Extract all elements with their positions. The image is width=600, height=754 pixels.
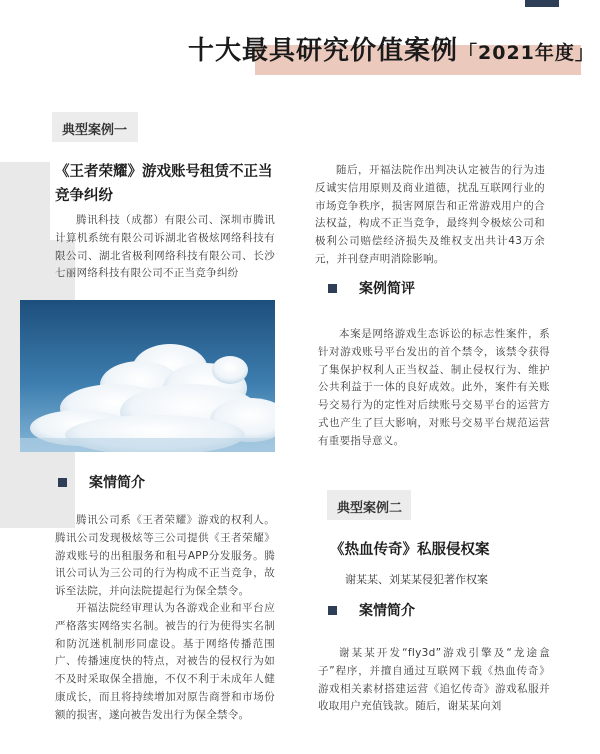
- page-title-text: 十大最具研究价值案例: [188, 36, 459, 66]
- section-bullet-icon: [328, 284, 337, 293]
- case-one-summary-p2: 开福法院经审理认为各游戏企业和平台应严格落实网络实名制。被告的行为使得实名制和防沉迷机制形同虚设。基于网络传播范围广、传播速度快的特点，对被告的侵权行为如不及时采取保全措施，不仅不利于未成年人健康成长，而且将持续增加对原告商誉和市场份额的损害，遂向被告发出行为保全禁令。: [55, 602, 275, 721]
- case-two-summary: 谢某某开发“fly3d”游戏引擎及“龙途盒子”程序，并擅自通过互联网下载《热血传奇》游戏相关素材搭建运营《追忆传奇》游戏私服并收取用户充值钱款。随后，谢某某向刘: [318, 647, 550, 713]
- case-one-title: 《王者荣耀》游戏账号租赁不正当竞争纠纷: [55, 164, 273, 204]
- case-two-label: 典型案例二: [327, 490, 411, 520]
- section-heading-text: 案情简介: [359, 603, 415, 619]
- case-one-parties: 腾讯科技（成都）有限公司、深圳市腾讯计算机系统有限公司诉湖北省极炫网络科技有限公司、湖北省极利网络科技有限公司、长沙七丽网络科技有限公司不正当竞争纠纷: [55, 214, 275, 280]
- case-two-parties: 谢某某、刘某某侵犯著作权案: [345, 573, 488, 586]
- page-title-year: 「2021年度」: [458, 42, 595, 64]
- section-bullet-icon: [328, 606, 337, 615]
- case-two-summary-heading: [328, 600, 415, 620]
- case-one-review-heading: [328, 278, 415, 298]
- case-one-review: 本案是网络游戏生态诉讼的标志性案件，系针对游戏账号平台发出的首个禁令，该禁令获得了集保护权利人正当权益、制止侵权行为、维护公共利益于一体的良好成效。此外，案件有关账号交易行为的定性对后续账号交易平台的运营方式也产生了巨大影响，对账号交易平台规范运营有重要指导意义。: [318, 328, 550, 447]
- section-heading-text: 案例简评: [359, 281, 415, 297]
- case-one-label: 典型案例一: [52, 112, 138, 142]
- cloud-sky-image: [20, 300, 275, 452]
- top-accent-bar: [525, 0, 559, 7]
- case-two-title: 《热血传奇》私服侵权案: [330, 542, 490, 558]
- section-bullet-icon: [58, 478, 67, 487]
- case-one-summary-heading: [58, 472, 145, 492]
- case-one-summary-p1: 腾讯公司系《王者荣耀》游戏的权利人。腾讯公司发现极炫等三公司提供《王者荣耀》游戏账号的出租服务和租号APP分发服务。腾讯公司认为三公司的行为构成不正当竞争，故诉至法院，并向法院提起行为保全禁令。: [55, 514, 275, 598]
- page-title: [188, 30, 595, 67]
- case-one-judgment: 随后，开福法院作出判决认定被告的行为违反诚实信用原则及商业道德，扰乱互联网行业的市场竞争秩序，损害网原告和正常游戏用户的合法权益，构成不正当竞争，最终判令极炫公司和极利公司赔偿经济损失及维权支出共计43万余元，并刊登声明消除影响。: [315, 164, 545, 265]
- section-heading-text: 案情简介: [89, 475, 145, 491]
